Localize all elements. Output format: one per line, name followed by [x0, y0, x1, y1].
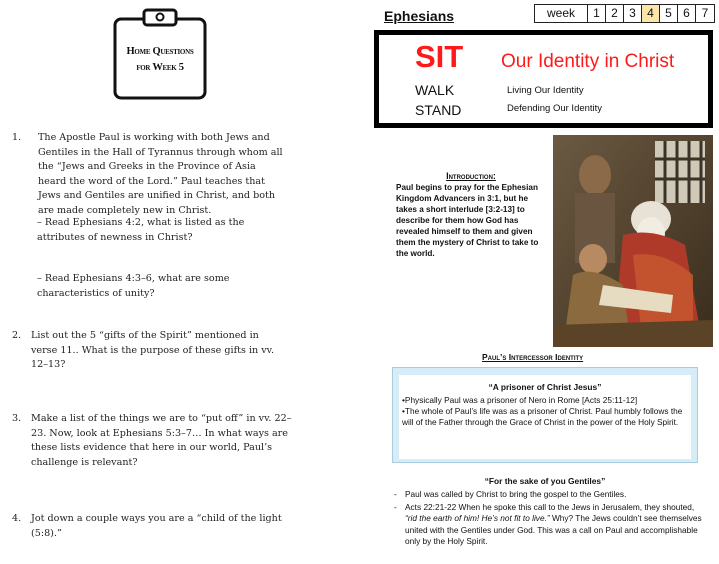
- question-2: 2. List out the 5 “gifts of the Spirit” mentioned in verse 11.. What is the purpose of these gifts in vv. 12–13?: [12, 330, 275, 371]
- gentiles-line-2: Acts 22:21-22 When he spoke this call to the Jews in Jerusalem, they shouted, “rid the earth of him! He’s not fit to live.” Why? The Jews couldn’t see themselves united with the Gentiles under God. This was a call on Paul and accomplishable only by the Holy Spirit.: [405, 502, 702, 546]
- stand-description: Defending Our Identity: [507, 103, 603, 114]
- week-cell: 3: [624, 5, 642, 22]
- week-cell: 1: [588, 5, 606, 22]
- prisoner-bullet: •The whole of Paul’s life was as a prisoner of Christ. Paul humbly follows the will of the Father through the Grace of Christ in the power of the Holy Spirit.: [402, 406, 683, 428]
- question-1-sub-b: – Read Ephesians 4:3–6, what are some characteristics of unity?: [37, 273, 230, 299]
- walk-description: Living Our Identity: [507, 85, 584, 96]
- introduction: [396, 171, 546, 259]
- question-1-sub-a: – Read Ephesians 4:2, what is listed as the attributes of newness in Christ?: [37, 217, 245, 243]
- dash-bullet: -: [394, 489, 397, 499]
- dash-bullet: -: [394, 502, 397, 512]
- week-tracker: [534, 4, 715, 23]
- week-cell: 7: [701, 6, 709, 20]
- walk-label: WALK: [415, 82, 455, 98]
- prisoner-bullet: •Physically Paul was a prisoner of Nero in Rome [Acts 25:11-12]: [402, 395, 638, 405]
- week-cell: 2: [606, 5, 624, 22]
- home-questions-title: Home Questions for Week 5: [126, 46, 194, 74]
- week-label: week: [535, 5, 588, 22]
- stand-label: STAND: [415, 102, 462, 118]
- week-cell: 6: [678, 5, 696, 22]
- gentiles-heading: “For the sake of you Gentiles”: [484, 476, 606, 486]
- series-subtitle: Our Identity in Christ: [501, 51, 675, 72]
- question-1: 1. The Apostle Paul is working with both Jews and Gentiles in the Hall of Tyrannus through whom all the “Jews and Greeks in the Province of Asia heard the word of the Lord.” Paul teaches that Jews and Gentiles are unified in Christ, and both are made completely new in Christ.: [12, 132, 283, 216]
- question-4: 4. Jot down a couple ways you are a “child of the light (5:8).”: [12, 513, 282, 539]
- prisoner-heading: “A prisoner of Christ Jesus”: [488, 382, 602, 392]
- sit-heading: SIT: [415, 39, 464, 74]
- prisoner-box-inner: [399, 375, 691, 459]
- series-frame: [374, 30, 713, 128]
- gentiles-line-1: Paul was called by Christ to bring the gospel to the Gentiles.: [405, 489, 627, 499]
- prisoner-box: [392, 367, 698, 463]
- week-cell-current: 4: [642, 5, 660, 22]
- book-title: Ephesians: [384, 8, 455, 24]
- week-cell: 5: [660, 5, 678, 22]
- introduction-heading: Introduction:: [446, 171, 496, 181]
- question-3: 3. Make a list of the things we are to “put off” in vv. 22–23. Now, look at Ephesians 5:3–7… In what ways are these lists evidence that here in our world, Paul’s challenge is relevant?: [12, 413, 292, 468]
- introduction-body: Paul begins to pray for the Ephesian Kingdom Advancers in 3:1, but he takes a short interlude [3:2-13] to describe for them how God has revealed himself to them and given them the mystery of Christ to take to the world.: [396, 183, 539, 258]
- intercessor-heading: Paul’s Intercessor Identity: [482, 352, 584, 362]
- paul-writing-painting: [553, 135, 713, 347]
